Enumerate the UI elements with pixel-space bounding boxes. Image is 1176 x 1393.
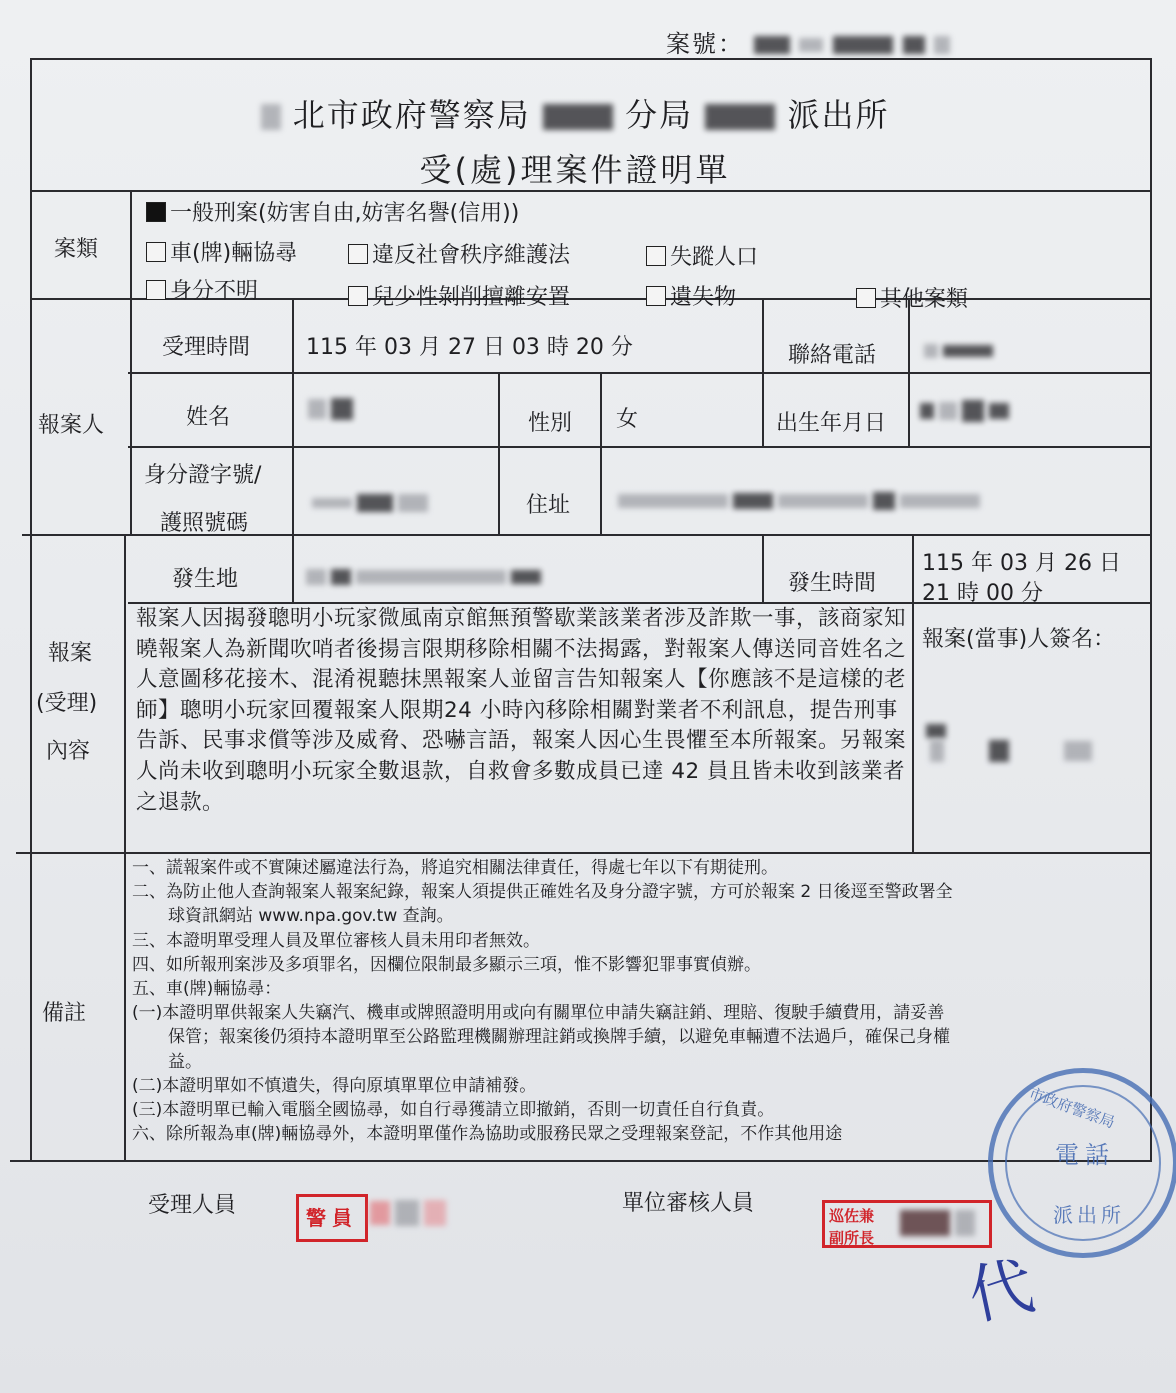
dob-label: 出生年月日 bbox=[776, 411, 887, 436]
phone-value-redacted bbox=[924, 340, 993, 359]
deputy-name-redacted bbox=[900, 1210, 975, 1236]
incident-time-label: 發生時間 bbox=[788, 571, 877, 596]
case-option-lost-property[interactable]: 遺失物 bbox=[646, 280, 736, 311]
deputy-stamp: 巡佐兼 副所長 bbox=[822, 1200, 992, 1248]
checkbox-icon bbox=[348, 244, 368, 264]
case-option-other[interactable]: 其他案類 bbox=[856, 282, 968, 313]
content-label-2: (受理) bbox=[36, 691, 98, 716]
note-item: (二)本證明單如不慎遺失，得向原填單單位申請補發。 bbox=[132, 1075, 537, 1096]
case-option-unknown-identity[interactable]: 身分不明 bbox=[146, 274, 258, 305]
case-option-missing-person[interactable]: 失蹤人口 bbox=[646, 240, 758, 271]
form-border-bottom bbox=[10, 1160, 1152, 1162]
note-item: 三、本證明單受理人員及單位審核人員未用印者無效。 bbox=[132, 930, 540, 951]
note-item: 四、如所報刑案涉及多項罪名，因欄位限制最多顯示三項，惟不影響犯罪事實偵辦。 bbox=[132, 954, 761, 975]
document-title: 受(處)理案件證明單 bbox=[419, 151, 731, 189]
notes-list bbox=[132, 856, 1142, 1146]
gender-label: 性別 bbox=[528, 411, 573, 436]
checkbox-icon bbox=[646, 246, 666, 266]
receiver-label: 受理人員 bbox=[148, 1193, 237, 1218]
case-option-social-order[interactable]: 違反社會秩序維護法 bbox=[348, 238, 570, 269]
officer-name-redacted bbox=[370, 1200, 446, 1226]
phone-label: 聯絡電話 bbox=[788, 343, 877, 368]
received-time-value: 115 年 03 月 27 日 03 時 20 分 bbox=[306, 335, 633, 360]
note-item: 五、車(牌)輛協尋： bbox=[132, 979, 282, 1000]
incident-time-value-line2: 21 時 00 分 bbox=[922, 581, 1043, 606]
checkbox-icon bbox=[646, 286, 666, 306]
police-station-seal: 市政府警察局 電話 派出所 bbox=[988, 1068, 1176, 1258]
content-label-1: 報案 bbox=[48, 641, 93, 666]
handwritten-mark: 代 bbox=[962, 1249, 1041, 1335]
signature-redacted bbox=[926, 720, 946, 739]
id-label-line1: 身分證字號/ bbox=[144, 463, 262, 488]
case-option-general-criminal[interactable]: 一般刑案(妨害自由,妨害名譽(信用)) bbox=[146, 196, 519, 227]
name-value-redacted bbox=[308, 398, 353, 420]
case-number bbox=[666, 24, 950, 59]
dob-value-redacted bbox=[920, 400, 1009, 422]
note-item: (三)本證明單已輸入電腦全國協尋，如自行尋獲請立即撤銷，否則一切責任自行負責。 bbox=[132, 1100, 775, 1121]
signature-label: 報案(當事)人簽名： bbox=[922, 627, 1116, 652]
checkbox-icon bbox=[146, 280, 166, 300]
note-item: 保管；報案後仍須持本證明單至公路監理機關辦理註銷或換牌手續，以避免車輛遭不法過戶，確保己身權 bbox=[168, 1027, 950, 1048]
incident-place-label: 發生地 bbox=[172, 567, 239, 592]
name-label: 姓名 bbox=[186, 405, 231, 430]
received-time-label: 受理時間 bbox=[162, 335, 251, 360]
form-border-right bbox=[1150, 58, 1152, 1162]
reviewer-label: 單位審核人員 bbox=[622, 1191, 755, 1216]
notes-label: 備註 bbox=[42, 1001, 87, 1026]
incident-place-redacted bbox=[306, 566, 541, 585]
content-label-3: 內容 bbox=[46, 739, 91, 764]
note-item: 一、謊報案件或不實陳述屬違法行為，將追究相關法律責任，得處七年以下有期徒刑。 bbox=[132, 858, 778, 878]
checkbox-icon bbox=[146, 242, 166, 262]
agency-title: 北市政府警察局 分局 派出所 bbox=[0, 90, 1150, 136]
case-option-child-exploitation[interactable]: 兒少性剝削擅離安置 bbox=[348, 280, 570, 311]
note-item: 六、除所報為車(牌)輛協尋外，本證明單僅作為協助或服務民眾之受理報案登記，不作其他用途 bbox=[132, 1124, 843, 1145]
form-border-top bbox=[30, 58, 1152, 60]
officer-stamp: 警員 bbox=[296, 1194, 368, 1242]
form-border-left bbox=[30, 58, 32, 1162]
id-label-line2: 護照號碼 bbox=[160, 511, 249, 536]
gender-value: 女 bbox=[616, 407, 639, 432]
checkbox-icon bbox=[348, 286, 368, 306]
checkbox-checked-icon bbox=[146, 202, 166, 222]
case-narrative: 報案人因揭發聰明小玩家微風南京館無預警歇業該業者涉及詐欺一事，該商家知曉報案人為新聞吹哨者後揚言限期移除相關不法揭露，對報案人傳送同音姓名之人意圖移花接木、混淆視聽抹黑報案人並留言告知報案人【你應該不是這樣的老師】聰明小玩家回覆報案人限期24 小時內移除相關對業者不利訊息，提告刑事告訴、民事求償等涉及威脅、恐嚇言語，報案人因心生畏懼至本所報案。另報案人尚未收到聰明小玩家全數退款，自救會多數成員已達 42 員且皆未收到該業者之退款。 bbox=[136, 606, 907, 815]
note-item: 益。 bbox=[168, 1051, 202, 1072]
incident-time-value-line1: 115 年 03 月 26 日 bbox=[922, 551, 1121, 576]
signature-redacted-2 bbox=[930, 740, 1092, 762]
reporter-section-label: 報案人 bbox=[38, 413, 105, 438]
note-item: (一)本證明單供報案人失竊汽、機車或牌照證明用或向有關單位申請失竊註銷、理賠、復駛手續費用，請妥善 bbox=[132, 1003, 945, 1024]
id-value-redacted bbox=[312, 492, 428, 512]
note-item: 二、為防止他人查詢報案人報案紀錄，報案人須提供正確姓名及身分證字號，方可於報案 2 日後逕至警政署全 bbox=[132, 882, 953, 903]
case-type-label: 案類 bbox=[54, 237, 99, 262]
case-option-vehicle-search[interactable]: 車(牌)輛協尋 bbox=[146, 236, 297, 267]
address-value-redacted bbox=[618, 490, 980, 510]
note-item: 球資訊網站 www.npa.gov.tw 查詢。 bbox=[168, 906, 454, 927]
checkbox-icon bbox=[856, 288, 876, 308]
case-number-label: 案號： bbox=[666, 30, 744, 58]
address-label: 住址 bbox=[526, 493, 571, 518]
